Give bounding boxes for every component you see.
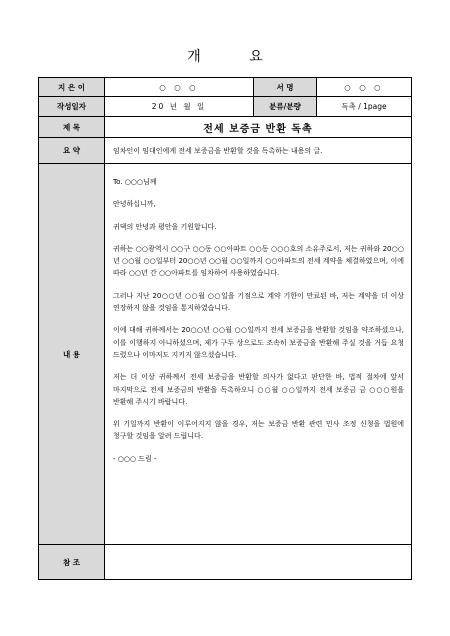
subject-value: 전세 보증금 반환 독촉 bbox=[203, 123, 313, 135]
content-row bbox=[39, 164, 411, 545]
letter-paragraph-3: 그러나 지난 20○○년 ○○월 ○○일을 기점으로 계약 기한이 만료된 바, 저는 계약을 더 이상 연장하지 않을 것임을 통지하였습니다. bbox=[113, 291, 404, 313]
letter-salutation: 안녕하십니까, bbox=[113, 200, 156, 209]
date-value: 20 년 월 일 bbox=[151, 102, 207, 111]
letter-paragraph-4: 이에 대해 귀하께서는 20○○년 ○○월 ○○일까지 전세 보증금을 반환할 것임을 약조하셨으나, 이를 이행하지 아니하셨으며, 제가 구두 상으로도 조속히 보증금을 반환해 주실 것을 거듭 요청 드렸으나 이마저도 지키지 않으셨습니다. bbox=[113, 326, 404, 359]
letter-closing: - ○○○ 드림 - bbox=[113, 454, 157, 463]
page-title: 개 요 bbox=[187, 49, 285, 65]
author-label: 지 은 이 bbox=[39, 78, 105, 96]
letter-paragraph-2: 귀하는 ○○광역시 ○○구 ○○동 ○○아파트 ○○동 ○○○호의 소유주로서, 저는 귀하와 20○○년 ○○월 ○○일부터 20○○년 ○○월 ○○일까지 ○○아파트의 전세 계약을 체결하였으며, 이에 따라 ○○년 간 ○○아파트를 임차하여 사용하였습니다. bbox=[113, 244, 404, 278]
category-value: 독촉 / 1page bbox=[341, 102, 387, 111]
signature-label: 서 명 bbox=[253, 78, 317, 96]
subject-label: 제 목 bbox=[39, 117, 105, 137]
date-label: 작성일자 bbox=[39, 97, 105, 116]
content-label: 내 용 bbox=[39, 164, 105, 544]
reference-label: 참 조 bbox=[39, 545, 105, 579]
reference-value bbox=[105, 545, 411, 579]
reference-row bbox=[39, 545, 411, 579]
letter-recipient: To. ○○○님께 bbox=[113, 178, 157, 186]
date-row bbox=[39, 97, 411, 117]
summary-value: 임차인이 임대인에게 전세 보증금을 반환할 것을 독촉하는 내용의 글. bbox=[113, 146, 323, 155]
summary-label: 요 약 bbox=[39, 138, 105, 163]
subject-row bbox=[39, 117, 411, 138]
summary-form-table bbox=[38, 77, 412, 580]
category-label: 분류/분량 bbox=[253, 97, 317, 116]
author-row bbox=[39, 78, 411, 97]
signature-value: ○ ○ ○ bbox=[344, 82, 384, 92]
letter-body bbox=[105, 164, 411, 544]
letter-paragraph-6: 위 기일까지 반환이 이루어지지 않을 경우, 저는 보증금 반환 관련 민사 조정 신청을 법원에 청구할 것임을 알려 드립니다. bbox=[113, 420, 404, 441]
letter-paragraph-5: 저는 더 이상 귀하께서 전세 보증금을 반환할 의사가 없다고 판단한 바, 법적 절차에 앞서 마지막으로 전세 보증금의 반환을 독촉하오니 ○○월 ○○일까지 전세 보증금 금 ○○○원을 반환해 주시기 바랍니다. bbox=[113, 373, 404, 406]
summary-row bbox=[39, 138, 411, 164]
author-value: ○ ○ ○ bbox=[159, 82, 199, 92]
letter-paragraph-1: 귀댁의 안녕과 평안을 기원합니다. bbox=[113, 222, 217, 231]
